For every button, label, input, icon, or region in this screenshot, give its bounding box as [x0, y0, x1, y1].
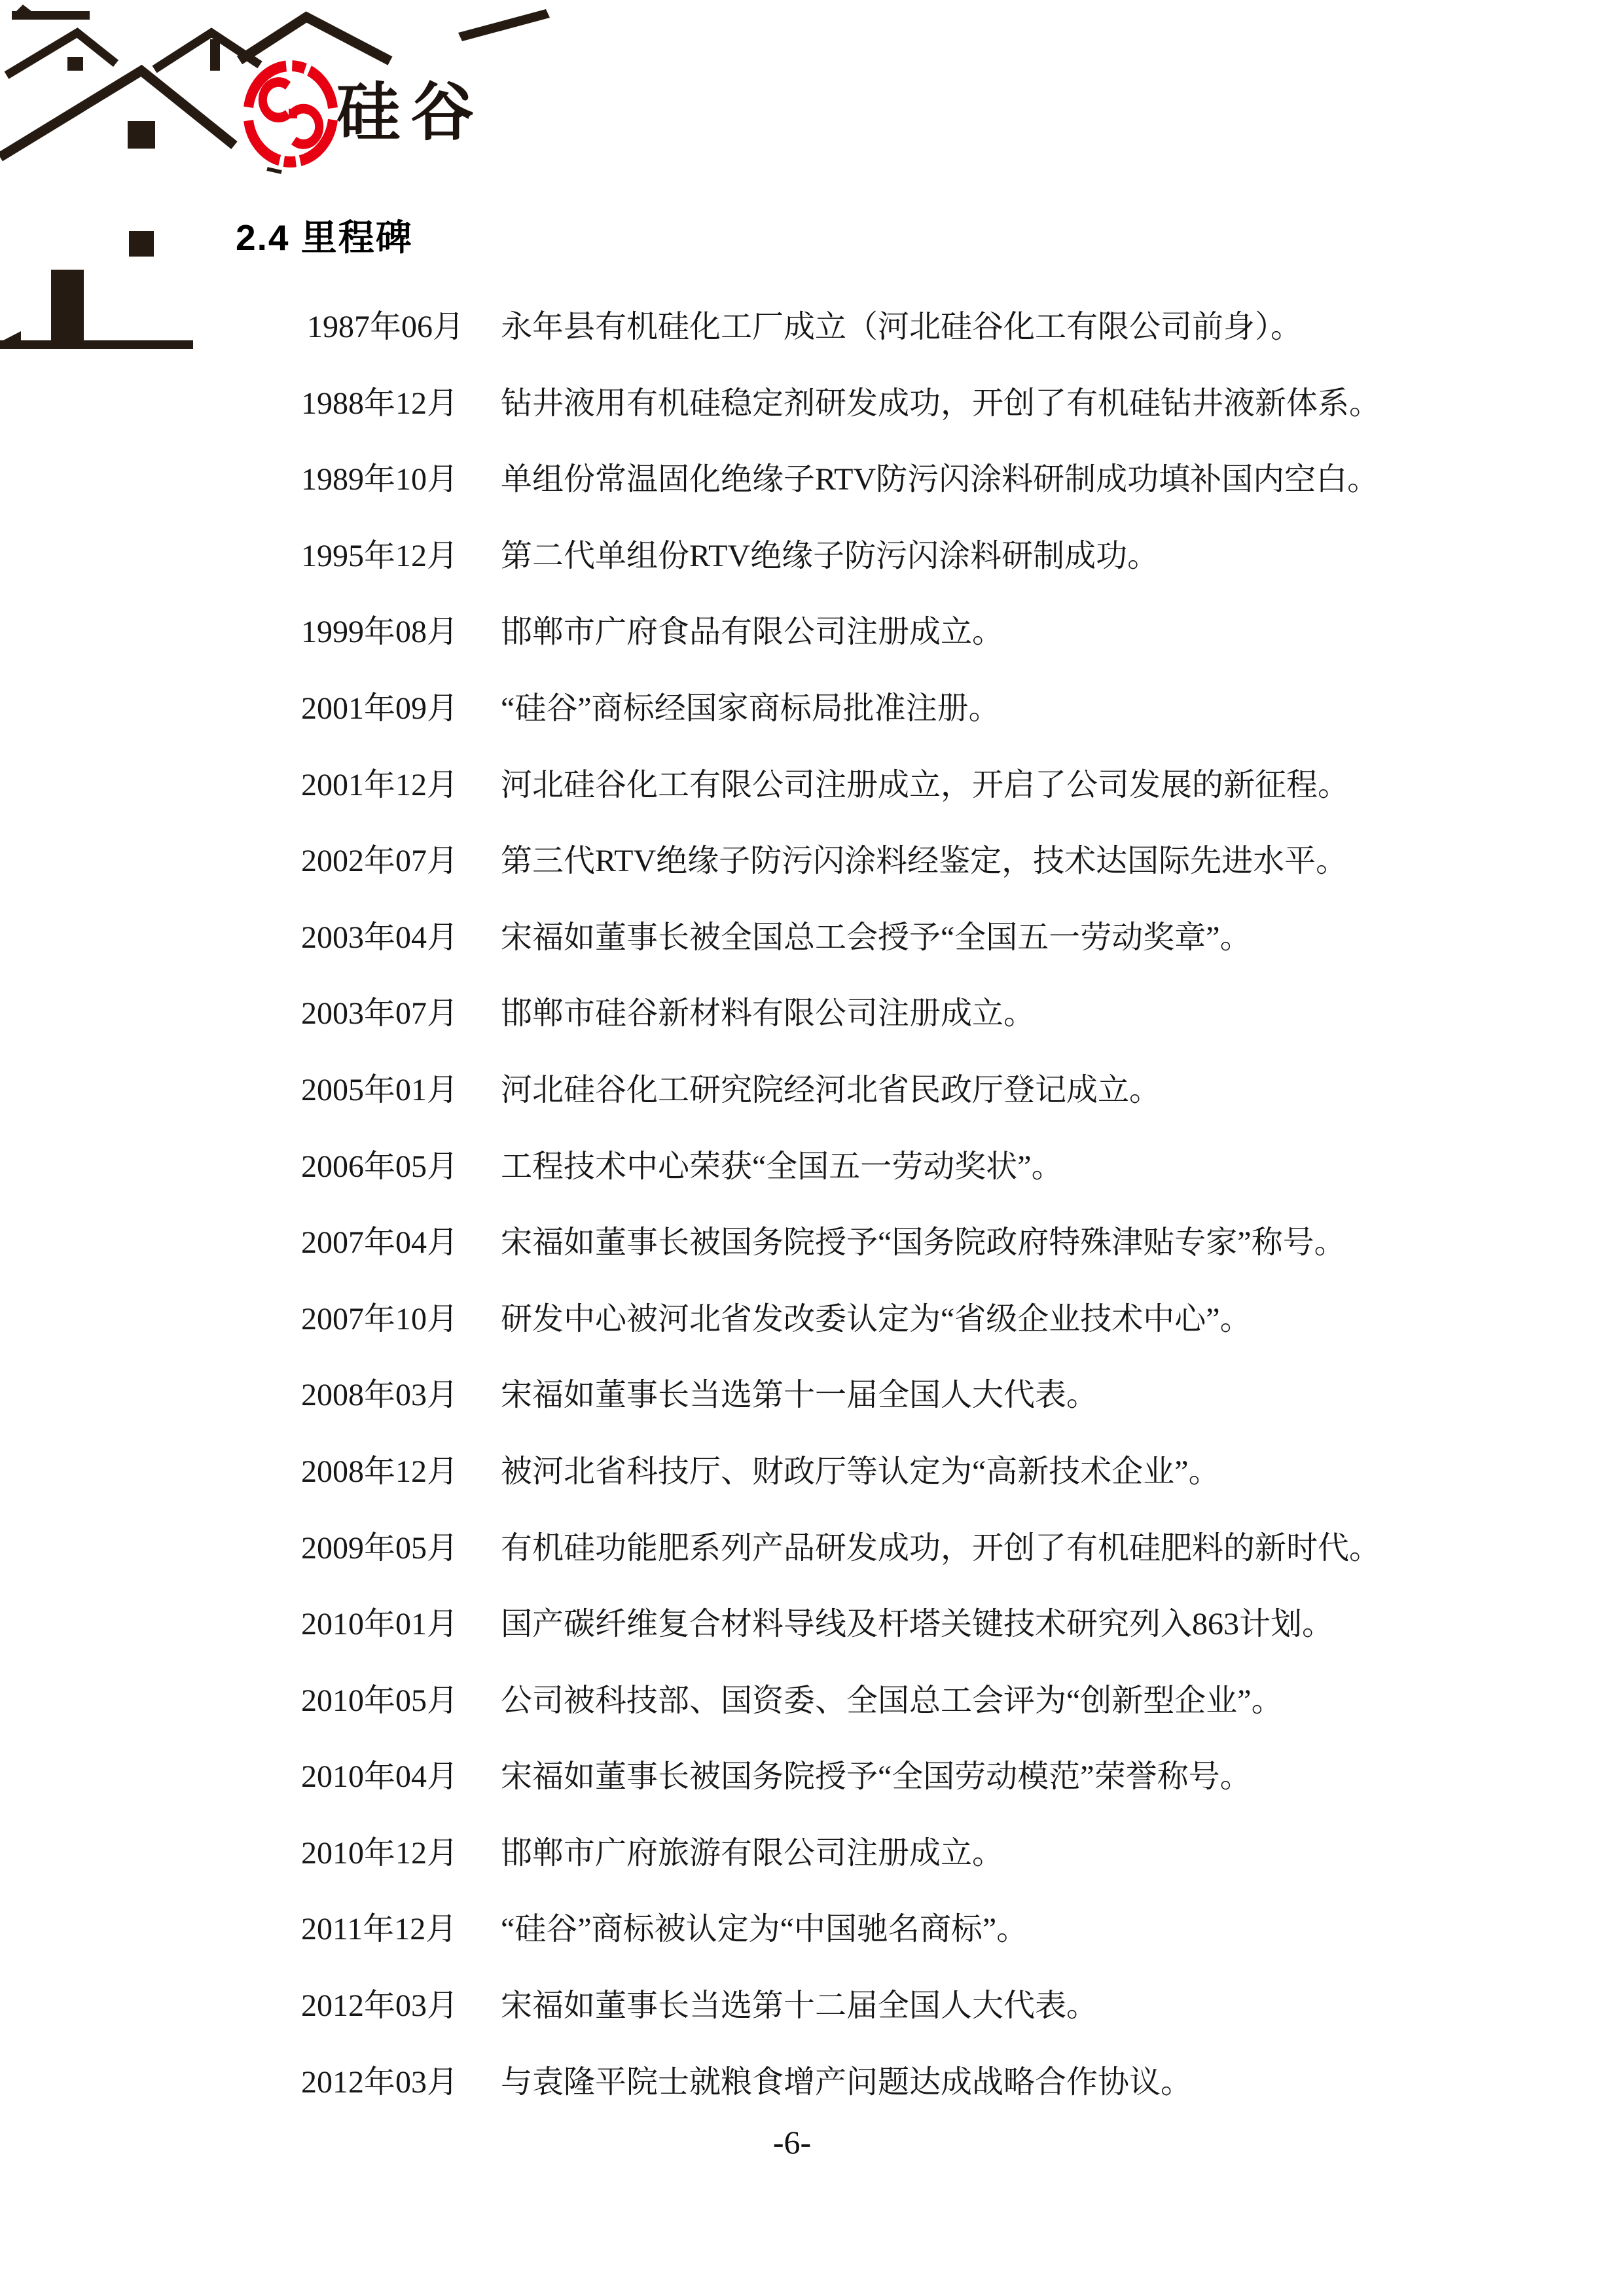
milestone-date: 2007年04月 [301, 1225, 459, 1261]
milestone-date: 2006年05月 [301, 1149, 459, 1184]
milestone-text: 河北硅谷化工研究院经河北省民政厅登记成立。 [501, 1072, 1161, 1107]
s-circle-emblem-icon [249, 66, 333, 162]
milestone-row [301, 842, 1519, 919]
milestone-date: 2012年03月 [301, 1988, 459, 2024]
milestone-date: 2003年04月 [301, 920, 459, 955]
milestone-date: 2007年10月 [301, 1301, 459, 1336]
milestone-text: 被河北省科技厅、财政厅等认定为“高新技术企业”。 [501, 1454, 1220, 1489]
milestone-row [301, 1376, 1519, 1453]
milestone-date: 1987年06月 [307, 310, 465, 344]
milestone-text: 第二代单组份RTV绝缘子防污闪涂料研制成功。 [501, 538, 1159, 573]
milestone-row [301, 461, 1519, 537]
milestone-row [301, 1605, 1519, 1682]
milestone-text: 邯郸市广府旅游有限公司注册成立。 [501, 1835, 1004, 1871]
milestone-row [301, 1224, 1519, 1300]
milestone-date: 1988年12月 [301, 386, 459, 421]
milestone-date: 1995年12月 [301, 538, 459, 573]
milestone-row [301, 613, 1519, 690]
milestone-row [301, 1148, 1519, 1225]
milestone-text: 国产碳纤维复合材料导线及杆塔关键技术研究列入863计划。 [501, 1607, 1334, 1642]
milestone-row [301, 1453, 1519, 1530]
milestone-date: 1999年08月 [301, 615, 459, 650]
milestone-row [301, 1758, 1519, 1835]
milestone-text: “硅谷”商标被认定为“中国驰名商标”。 [501, 1912, 1028, 1947]
milestone-date: 2010年01月 [301, 1607, 459, 1642]
milestone-row [301, 919, 1519, 996]
milestone-text: 邯郸市广府食品有限公司注册成立。 [501, 615, 1004, 650]
milestone-text: 研发中心被河北省发改委认定为“省级企业技术中心”。 [501, 1301, 1252, 1336]
milestone-row [301, 1300, 1519, 1377]
milestone-text: 钻井液用有机硅稳定剂研发成功，开创了有机硅钻井液新体系。 [501, 386, 1381, 421]
milestone-date: 2005年01月 [301, 1072, 459, 1107]
milestone-date: 2001年12月 [301, 767, 459, 802]
milestone-text: 宋福如董事长被国务院授予“国务院政府特殊津贴专家”称号。 [501, 1225, 1346, 1261]
milestone-row [301, 690, 1519, 766]
milestone-row [301, 1530, 1519, 1606]
milestone-date: 2011年12月 [301, 1912, 458, 1947]
milestone-date: 2003年07月 [301, 996, 459, 1031]
milestone-row [301, 1682, 1519, 1759]
milestone-text: 邯郸市硅谷新材料有限公司注册成立。 [501, 996, 1036, 1031]
milestone-row [301, 1071, 1519, 1148]
milestone-row [301, 308, 1519, 385]
milestone-row [301, 766, 1519, 843]
milestone-text: “硅谷”商标经国家商标局批准注册。 [501, 691, 1000, 726]
milestone-text: 宋福如董事长当选第十二届全国人大代表。 [501, 1988, 1098, 2024]
milestone-date: 2008年12月 [301, 1454, 459, 1489]
milestone-date: 2010年05月 [301, 1683, 459, 1718]
section-heading: 2.4 里程碑 [236, 217, 413, 258]
milestone-date: 2012年03月 [301, 2064, 459, 2100]
milestone-row [301, 1835, 1519, 1911]
logo-brand-text: 硅谷 [336, 77, 484, 148]
page-number: -6- [772, 2124, 812, 2161]
milestone-text: 永年县有机硅化工厂成立（河北硅谷化工有限公司前身）。 [501, 310, 1303, 344]
milestone-date: 2002年07月 [301, 844, 459, 879]
milestone-row [301, 995, 1519, 1071]
milestone-date: 2010年04月 [301, 1759, 459, 1795]
milestone-row [301, 537, 1519, 614]
milestone-row [301, 1987, 1519, 2064]
milestone-text: 单组份常温固化绝缘子RTV防污闪涂料研制成功填补国内空白。 [501, 462, 1379, 497]
milestone-date: 2001年09月 [301, 691, 459, 726]
milestone-text: 有机硅功能肥系列产品研发成功，开创了有机硅肥料的新时代。 [501, 1530, 1381, 1566]
milestone-text: 工程技术中心荣获“全国五一劳动奖状”。 [501, 1149, 1063, 1184]
milestone-date: 1989年10月 [301, 462, 459, 497]
milestone-row [301, 1910, 1519, 1987]
milestone-date: 2010年12月 [301, 1835, 459, 1871]
milestone-text: 宋福如董事长被国务院授予“全国劳动模范”荣誉称号。 [501, 1759, 1252, 1795]
rooftops-icon [0, 5, 550, 349]
milestone-date: 2008年03月 [301, 1378, 459, 1413]
milestone-date: 2009年05月 [301, 1530, 459, 1566]
milestone-text: 河北硅谷化工有限公司注册成立，开启了公司发展的新征程。 [501, 767, 1350, 802]
milestone-text: 第三代RTV绝缘子防污闪涂料经鉴定，技术达国际先进水平。 [501, 844, 1348, 879]
milestone-text: 宋福如董事长被全国总工会授予“全国五一劳动奖章”。 [501, 920, 1252, 955]
milestone-text: 宋福如董事长当选第十一届全国人大代表。 [501, 1378, 1098, 1413]
milestone-row [301, 385, 1519, 461]
milestone-row [301, 2064, 1519, 2140]
milestone-text: 公司被科技部、国资委、全国总工会评为“创新型企业”。 [501, 1683, 1283, 1718]
milestone-text: 与袁隆平院士就粮食增产问题达成战略合作协议。 [501, 2064, 1193, 2100]
milestone-list [301, 308, 1519, 2140]
